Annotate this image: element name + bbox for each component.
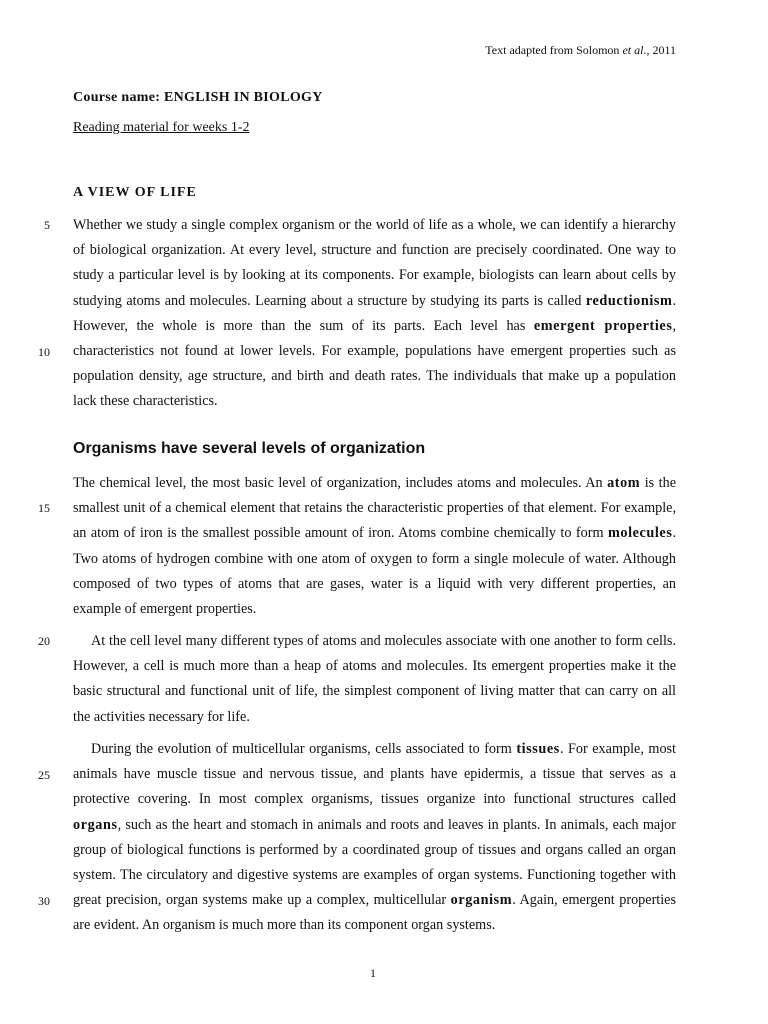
paragraph-chemical-level — [73, 471, 676, 622]
line-number: 30 — [38, 894, 50, 908]
citation-suffix: ., 2011 — [643, 43, 676, 57]
paragraph-text: , such as the heart and stomach in animals and roots and leaves in plants. In animals, each major group of biological functions is performed by a coordinated group of tissues and organs called an organ system. The circulatory and digestive systems are examples of organ systems. Functioning together with great precision, organ systems make up a complex, multicellular — [73, 816, 676, 909]
key-term-molecules: molecules — [607, 525, 673, 542]
line-number: 5 — [44, 218, 50, 232]
line-number: 10 — [38, 345, 50, 359]
paragraph-text: is the smallest unit of a chemical element that retains the characteristic properties of that element. For example, an atom of iron is the smallest possible amount of iron. Atoms combine chemically to form — [73, 475, 676, 542]
key-term-tissues: tissues — [516, 741, 560, 757]
paragraph-text: The chemical level, the most basic level of organization, includes atoms and molecules. An — [73, 475, 608, 491]
citation-prefix: Text adapted from Solomon — [485, 43, 623, 57]
paragraph-text: . However, the whole is more than the sum of its parts. Each level has — [73, 292, 676, 334]
line-number: 20 — [38, 634, 50, 648]
key-term-organism: organism — [450, 892, 513, 909]
paragraph-cell-level — [73, 629, 676, 730]
paragraph-tissues-organs — [73, 737, 676, 939]
paragraph-text: . Again, emergent properties are evident. An organism is much more than its component organ systems. — [73, 892, 676, 934]
paragraph-view-of-life — [73, 213, 676, 415]
line-number: 15 — [38, 501, 50, 515]
key-term-reductionism: reductionism — [585, 292, 673, 309]
paragraph-text: , characteristics not found at lower levels. For example, populations have emergent properties such as population density, age structure, and birth and death rates. The individuals that make up a population lack these characteristics. — [73, 317, 676, 410]
section-title: A VIEW OF LIFE — [73, 185, 197, 200]
paragraph-text: During the evolution of multicellular organisms, cells associated to form — [91, 741, 517, 757]
paragraph-text: . For example, most animals have muscle tissue and nervous tissue, and plants have epidermis, a tissue that serves as a protective covering. In most complex organisms, tissues organize into functional structures called — [73, 741, 676, 808]
line-number: 25 — [38, 768, 50, 782]
paragraph-text: At the cell level many different types of atoms and molecules associate with one another to form cells. However, a cell is much more than a heap of atoms and molecules. Its emergent properties make it the basic structural and functional unit of life, the simplest component of living matter that can carry on all the activities necessary for life. — [73, 633, 676, 725]
key-term-organs: organs — [73, 816, 118, 833]
paragraph-text: Whether we study a single complex organism or the world of life as a whole, we can identify a hierarchy of biological organization. At every level, structure and function are precisely coordinated. One way to study a particular level is by looking at its components. For example, biologists can learn about cells by studying atoms and molecules. Learning about a structure by studying its parts is called — [73, 217, 676, 309]
course-name: Course name: ENGLISH IN BIOLOGY — [73, 90, 323, 105]
key-term-atom: atom — [607, 475, 641, 491]
subheading: Organisms have several levels of organization — [73, 440, 426, 457]
reading-material-note: Reading material for weeks 1-2 — [73, 120, 250, 135]
page-number: 1 — [370, 966, 376, 980]
source-citation — [485, 43, 676, 58]
paragraph-text: . Two atoms of hydrogen combine with one atom of oxygen to form a single molecule of water. Although composed of two types of atoms that are gases, water is a liquid with very different properties, an example of emergent properties. — [73, 525, 676, 618]
key-term-emergent-properties: emergent properties — [533, 317, 673, 334]
citation-italic: et al — [622, 43, 644, 57]
